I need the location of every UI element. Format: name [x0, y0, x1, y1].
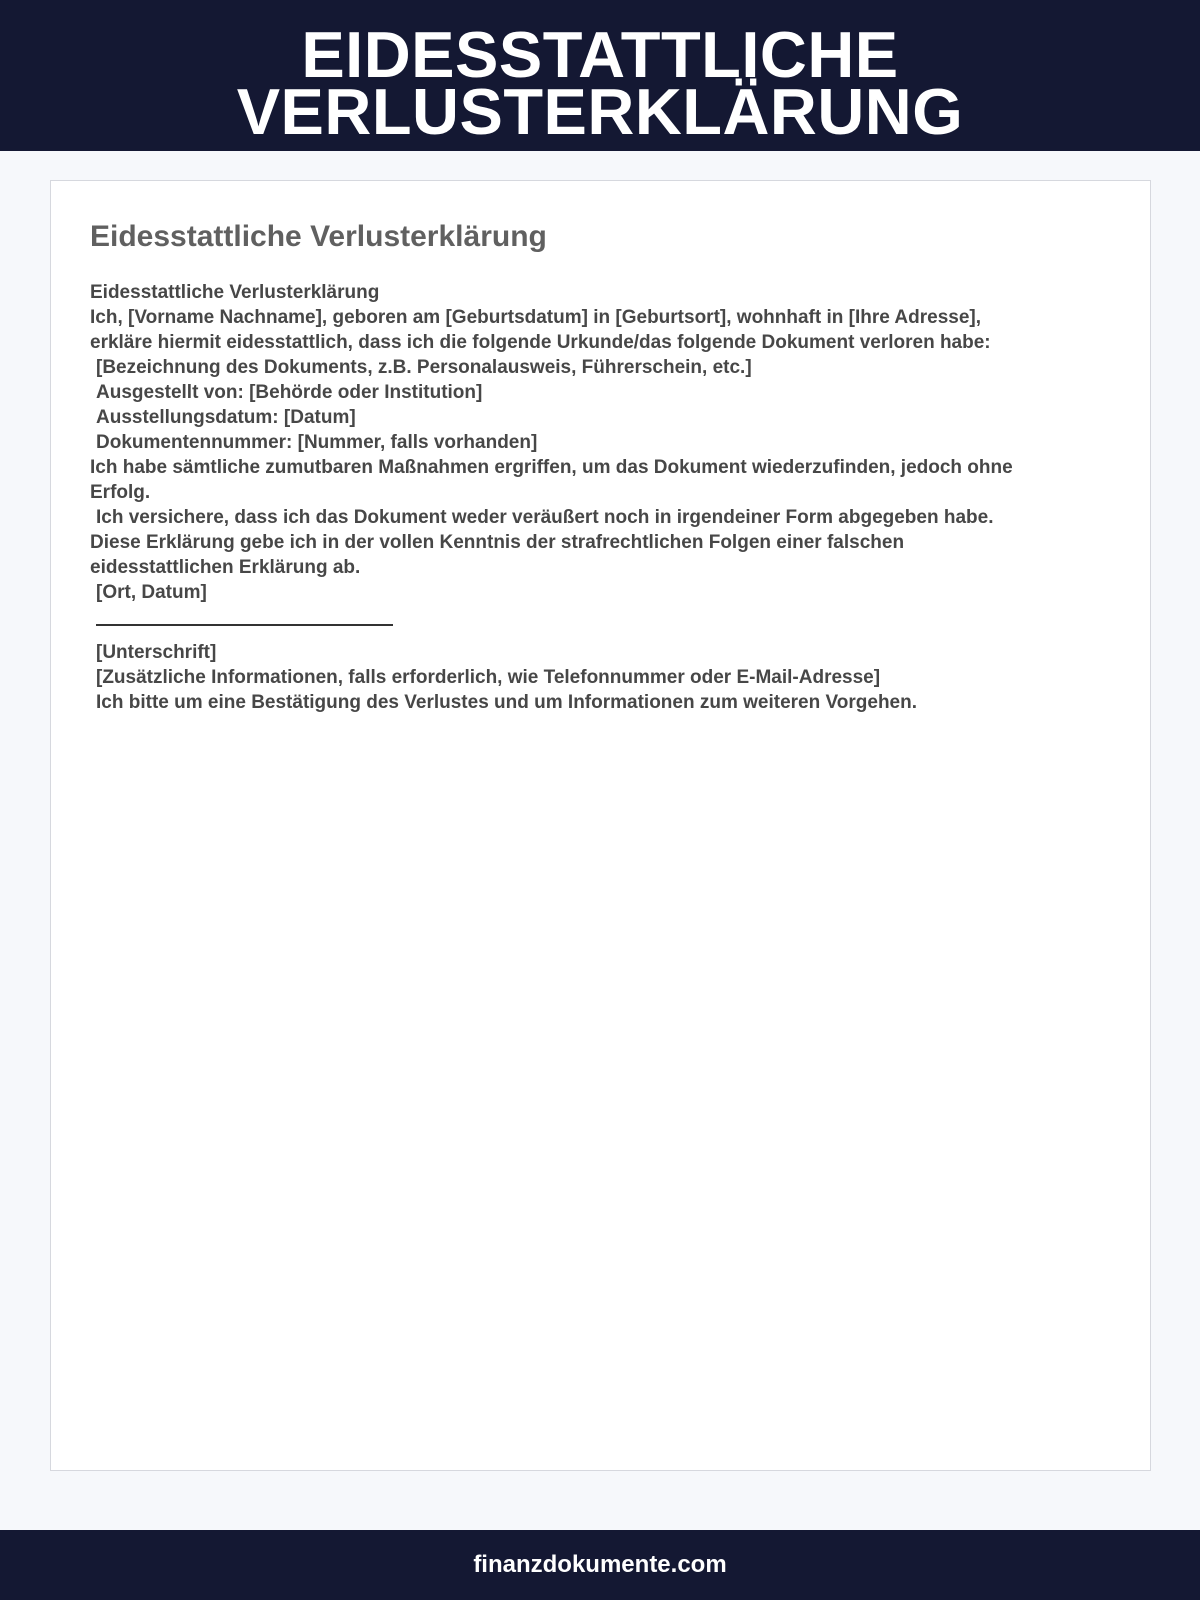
document-title: Eidesstattliche Verlusterklärung [90, 220, 547, 253]
footer-site-name: finanzdokumente.com [473, 1551, 727, 1578]
document-body [90, 280, 1090, 715]
body-line-document-name: [Bezeichnung des Dokuments, z.B. Personalausweis, Führerschein, etc.] [96, 357, 752, 378]
body-line-measures: Ich habe sämtliche zumutbaren Maßnahmen ergriffen, um das Dokument wiederzufinden, jedoch ohne [90, 457, 1013, 478]
header-title [0, 18, 1200, 148]
body-line-signature: [Unterschrift] [96, 642, 217, 663]
body-line-assurance: Ich versichere, dass ich das Dokument weder veräußert noch in irgendeiner Form abgegeben habe. [96, 507, 994, 528]
body-line-declaration: erkläre hiermit eidesstattlich, dass ich die folgende Urkunde/das folgende Dokument verloren habe: [90, 332, 991, 353]
body-line-legal-notice: Diese Erklärung gebe ich in der vollen Kenntnis der strafrechtlichen Folgen einer falschen [90, 532, 905, 553]
document-card [50, 180, 1151, 1471]
body-line-additional-info: [Zusätzliche Informationen, falls erforderlich, wie Telefonnummer oder E-Mail-Adresse] [96, 667, 881, 688]
body-line-issuer: Ausgestellt von: [Behörde oder Institution] [96, 382, 483, 403]
body-line-document-number: Dokumentennummer: [Nummer, falls vorhanden] [96, 432, 538, 453]
header-title-line-1: EIDESSTATTLICHE [301, 18, 899, 91]
page-footer [0, 1530, 1200, 1600]
body-line-place-date: [Ort, Datum] [96, 582, 207, 603]
header-title-line-2: VERLUSTERKLÄRUNG [236, 75, 964, 148]
body-line-heading: Eidesstattliche Verlusterklärung [90, 282, 380, 303]
body-line-measures-end: Erfolg. [90, 482, 151, 503]
page-header [0, 0, 1200, 151]
body-line-issue-date: Ausstellungsdatum: [Datum] [96, 407, 356, 428]
body-line-legal-notice-end: eidesstattlichen Erklärung ab. [90, 557, 361, 578]
body-line-request: Ich bitte um eine Bestätigung des Verlustes und um Informationen zum weiteren Vorgehen. [96, 692, 917, 713]
signature-line [96, 624, 393, 626]
body-line-declarant: Ich, [Vorname Nachname], geboren am [Geburtsdatum] in [Geburtsort], wohnhaft in [Ihre Adresse], [90, 307, 981, 328]
